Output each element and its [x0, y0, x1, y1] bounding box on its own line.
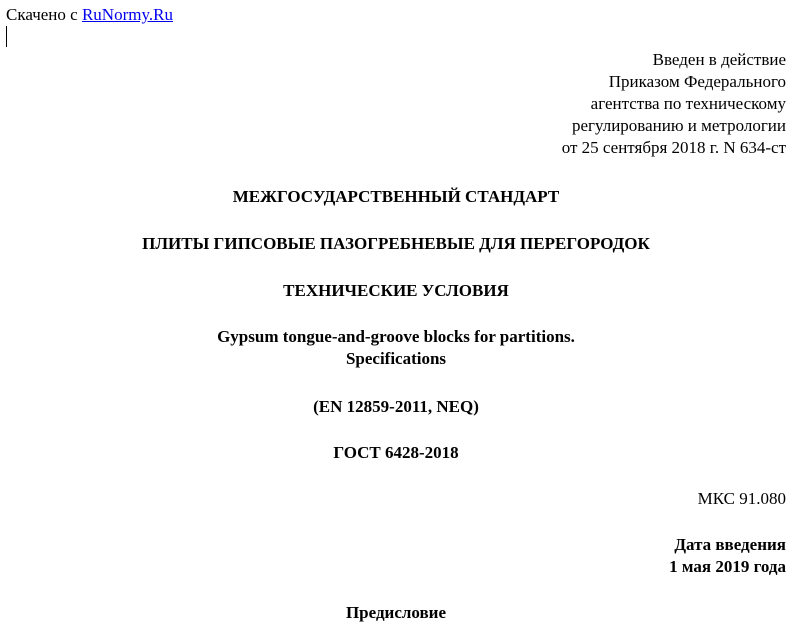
document-subtitle: ТЕХНИЧЕСКИЕ УСЛОВИЯ	[283, 281, 509, 300]
enactment-block	[186, 49, 786, 159]
standard-type-heading: МЕЖГОСУДАРСТВЕННЫЙ СТАНДАРТ	[232, 187, 560, 206]
enactment-line: Приказом Федерального	[608, 72, 786, 91]
english-title-line1: Gypsum tongue-and-groove blocks for partitions.	[217, 327, 575, 346]
effective-date-value: 1 мая 2019 года	[669, 557, 786, 576]
mks-classification: МКС 91.080	[697, 489, 786, 508]
enactment-line: регулированию и метрологии	[571, 116, 786, 135]
enactment-line: агентства по техническому	[590, 94, 786, 113]
text-cursor	[6, 26, 7, 47]
equivalence-note: (EN 12859-2011, NEQ)	[313, 397, 479, 416]
enactment-line: Введен в действие	[652, 50, 786, 69]
source-line	[6, 4, 173, 26]
standard-code: ГОСТ 6428-2018	[333, 443, 459, 462]
enactment-line: от 25 сентября 2018 г. N 634-ст	[561, 138, 786, 157]
document-title: ПЛИТЫ ГИПСОВЫЕ ПАЗОГРЕБНЕВЫЕ ДЛЯ ПЕРЕГОРОДОК	[142, 234, 650, 253]
source-link[interactable]: RuNormy.Ru	[81, 5, 173, 24]
section-heading-foreword: Предисловие	[345, 603, 447, 622]
effective-date-label: Дата введения	[674, 535, 786, 554]
english-title-line2: Specifications	[345, 349, 447, 368]
source-prefix: Скачено с	[6, 5, 82, 24]
